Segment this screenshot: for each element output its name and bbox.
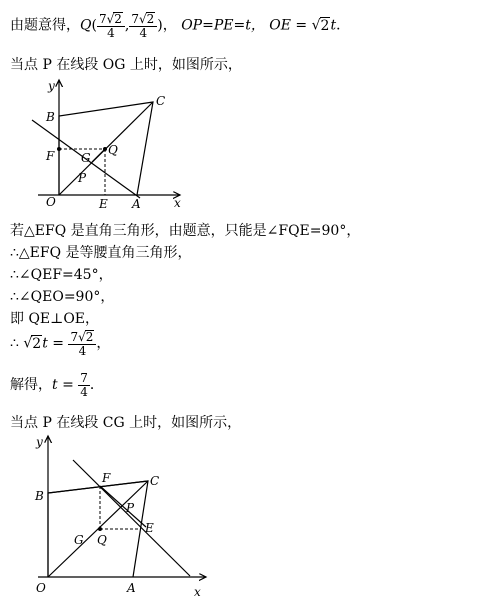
- point-q: [98, 527, 102, 531]
- line-diag: [73, 460, 190, 576]
- frac2-den: 4: [139, 25, 148, 40]
- label-y: y: [48, 79, 55, 93]
- line-8: ∴ √2t = $\frac{7√2}{4}$ ，: [10, 330, 111, 358]
- comma: ,: [124, 17, 130, 34]
- frac3-den: 4: [78, 343, 87, 358]
- text-op-pe: OP=PE=t，: [181, 17, 265, 34]
- label-b: B: [35, 489, 44, 503]
- line-2: 当点 P 在线段 OG 上时，如图所示，: [10, 57, 242, 73]
- frac4-num: 7: [80, 371, 88, 385]
- fraction-4: [78, 372, 90, 398]
- text-t: t: [330, 17, 337, 34]
- paren-open: (: [91, 17, 97, 34]
- label-e: E: [99, 197, 108, 211]
- text-l1-prefix: 由题意得，: [10, 17, 80, 34]
- point-q-label: Q: [80, 17, 92, 34]
- l8-end: ，: [96, 335, 111, 352]
- solved-text: 解得，: [10, 377, 52, 394]
- label-g: G: [81, 151, 91, 165]
- line-1: 由题意得，Q( $\frac{7√2}{4}$ , $\frac{7√2}{4}$ )， OP=PE=t， OE = √2t．: [10, 12, 351, 40]
- text-end: ．: [336, 17, 351, 34]
- frac4-den: 4: [80, 384, 88, 399]
- label-q: Q: [108, 143, 118, 157]
- frac1-sqrt: 2: [114, 12, 122, 26]
- line-pq: [92, 149, 105, 162]
- point-f: [57, 147, 61, 151]
- label-q: Q: [97, 533, 107, 547]
- l8-eq: =: [47, 335, 69, 352]
- fraction-3: $\frac{7√2}{4}$: [68, 330, 96, 357]
- label-c: C: [156, 94, 166, 108]
- line-6: ∴∠QEO=90°，: [10, 289, 115, 305]
- label-b: B: [46, 110, 55, 124]
- figure-2: [28, 428, 218, 608]
- line-bf-extended: [48, 481, 148, 493]
- label-g: G: [74, 533, 84, 547]
- frac2-num: 7: [131, 12, 139, 26]
- line-10: 当点 P 在线段 CG 上时，如图所示，: [10, 415, 242, 431]
- oe-sqrt: 2: [320, 17, 330, 34]
- line-4: ∴△EFQ 是等腰直角三角形，: [10, 245, 192, 261]
- frac3-num: 7: [70, 330, 79, 344]
- label-e: E: [145, 521, 154, 535]
- l9-eq: =: [57, 377, 79, 394]
- fraction-2: $\frac{7√2}{4}$: [129, 12, 157, 39]
- label-o: O: [46, 195, 56, 209]
- label-x: x: [174, 196, 181, 210]
- figure-1: [28, 74, 188, 214]
- l9-end: ．: [89, 377, 104, 394]
- line-3: 若△EFQ 是直角三角形，由题意，只能是∠FQE=90°，: [10, 223, 361, 239]
- text-oe: OE: [269, 17, 291, 34]
- label-f: F: [102, 471, 111, 485]
- line-5: ∴∠QEF=45°，: [10, 267, 113, 283]
- frac3-sqrt: 2: [85, 330, 94, 344]
- label-x: x: [194, 585, 201, 599]
- therefore: ∴: [10, 335, 24, 352]
- frac2-sqrt: 2: [146, 12, 155, 26]
- frac1-num: 7: [98, 12, 107, 26]
- frac1-den: 4: [107, 25, 115, 40]
- point-q: [103, 147, 107, 151]
- l9-t: t: [52, 377, 58, 394]
- line-9: [10, 372, 104, 398]
- l8-sqrt: 2: [32, 335, 42, 352]
- label-o: O: [36, 581, 46, 595]
- paren-close: )，: [157, 17, 177, 34]
- text-eq: =: [290, 17, 312, 34]
- label-c: C: [150, 474, 160, 488]
- fraction-1: $\frac{7√2}{4}$: [97, 12, 125, 39]
- label-y: y: [36, 435, 43, 449]
- label-a: A: [127, 581, 136, 595]
- label-a: A: [132, 197, 141, 211]
- label-p: P: [78, 171, 87, 185]
- l8-t: t: [42, 335, 48, 352]
- line-7: 即 QE⊥OE，: [10, 311, 100, 327]
- label-p: P: [126, 501, 135, 515]
- label-f: F: [46, 149, 55, 163]
